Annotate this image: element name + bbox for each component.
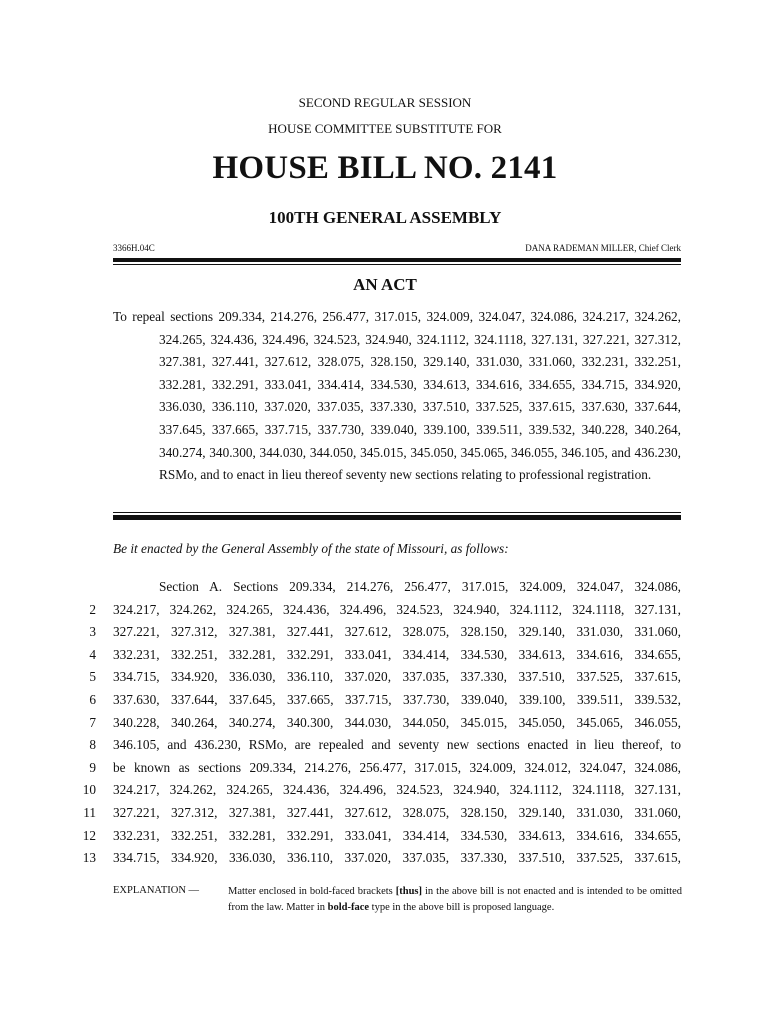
- bill-body: [0, 576, 770, 870]
- line-text-content: 337.630, 337.644, 337.645, 337.665, 337.715, 337.730, 339.040, 339.100, 339.511, 339.532,: [113, 691, 681, 707]
- act-title: AN ACT: [353, 275, 417, 294]
- bill-line: [0, 712, 770, 735]
- line-text-content: 334.715, 334.920, 336.030, 336.110, 337.020, 337.035, 337.330, 337.510, 337.525, 337.615,: [113, 850, 681, 866]
- bill-line: [0, 847, 770, 870]
- bill-line: [0, 779, 770, 802]
- line-number: 6: [89, 691, 96, 707]
- lr-number: 3366H.04C: [113, 243, 155, 253]
- explanation-part2: in the above bill is not enacted and is intended to be omitted from the law. Matter in: [228, 886, 682, 913]
- explanation-label: EXPLANATION —: [113, 885, 200, 896]
- line-text-content: 332.231, 332.251, 332.281, 332.291, 333.041, 334.414, 334.530, 334.613, 334.616, 334.655,: [113, 646, 681, 662]
- line-text-content: 332.231, 332.251, 332.281, 332.291, 333.041, 334.414, 334.530, 334.613, 334.616, 334.655,: [113, 827, 681, 843]
- bill-line: [0, 621, 770, 644]
- line-text-content: 324.217, 324.262, 324.265, 324.436, 324.496, 324.523, 324.940, 324.1112, 324.1118, 327.131,: [113, 601, 681, 617]
- line-text: [113, 847, 681, 870]
- assembly-heading: 100TH GENERAL ASSEMBLY: [268, 208, 502, 227]
- line-number: 8: [89, 737, 96, 753]
- line-number: 5: [89, 669, 96, 685]
- line-number: 3: [89, 624, 96, 640]
- line-text-content: 340.228, 340.264, 340.274, 340.300, 344.030, 344.050, 345.015, 345.050, 345.065, 346.055,: [113, 714, 681, 730]
- line-text: [113, 712, 681, 735]
- bill-line: [0, 644, 770, 667]
- explanation-part3: type in the above bill is proposed language.: [369, 902, 555, 913]
- line-number: 10: [82, 782, 96, 798]
- line-text: [113, 599, 681, 622]
- bill-line: [0, 666, 770, 689]
- line-number: 9: [89, 759, 96, 775]
- explanation-boldface: bold-face: [327, 902, 370, 913]
- bill-line: [0, 734, 770, 757]
- bill-line: [0, 825, 770, 848]
- line-text: [159, 576, 681, 599]
- bill-line: [0, 576, 770, 599]
- line-text-content: 346.105, and 436.230, RSMo, are repealed and seventy new sections enacted in lieu thereof, to: [113, 737, 681, 753]
- line-text: [113, 757, 681, 780]
- line-number: 12: [82, 827, 96, 843]
- line-text: [113, 825, 681, 848]
- enacting-clause: Be it enacted by the General Assembly of the state of Missouri, as follows:: [113, 541, 509, 556]
- line-text: [113, 734, 681, 757]
- line-number: 13: [82, 850, 96, 866]
- act-rule-thin: [113, 512, 681, 513]
- bill-line: [0, 599, 770, 622]
- act-text: To repeal sections 209.334, 214.276, 256.477, 317.015, 324.009, 324.047, 324.086, 324.217, 324.262, 324.265, 324.436, 324.496, 324.523, 324.940, 324.1112, 324.1118, 327.131, 327.221, 327.312, 327.381, 327.441, 327.612, 328.075, 328.150, 329.140, 331.030, 331.060, 332.231, 332.251, 332.281, 332.291, 333.041, 334.414, 334.530, 334.613, 334.616, 334.655, 334.715, 334.920, 336.030, 336.110, 337.020, 337.035, 337.330, 337.510, 337.525, 337.615, 337.630, 337.644, 337.645, 337.665, 337.715, 337.730, 339.040, 339.100, 339.511, 339.532, 340.228, 340.264, 340.274, 340.300, 344.030, 344.050, 345.015, 345.050, 345.065, 346.055, 346.105, and 436.230, RSMo, and to enact in lieu thereof seventy new sections relating to professional registration.: [113, 309, 681, 483]
- act-rule-thick: [113, 515, 681, 520]
- bill-title: HOUSE BILL NO. 2141: [212, 150, 558, 186]
- explanation-bracket: [thus]: [395, 886, 423, 897]
- line-text-content: 327.221, 327.312, 327.381, 327.441, 327.612, 328.075, 328.150, 329.140, 331.030, 331.060,: [113, 804, 681, 820]
- header-rule-thin: [113, 264, 681, 265]
- line-text-content: 334.715, 334.920, 336.030, 336.110, 337.020, 337.035, 337.330, 337.510, 337.525, 337.615,: [113, 669, 681, 685]
- line-number: 2: [89, 601, 96, 617]
- line-text: [113, 689, 681, 712]
- substitute-heading: HOUSE COMMITTEE SUBSTITUTE FOR: [268, 121, 502, 136]
- line-number: 7: [89, 714, 96, 730]
- chief-clerk: DANA RADEMAN MILLER, Chief Clerk: [525, 243, 681, 253]
- explanation-part1: Matter enclosed in bold-faced brackets: [228, 886, 396, 897]
- line-text: [113, 802, 681, 825]
- line-text: [113, 644, 681, 667]
- header-rule-thick: [113, 258, 681, 262]
- line-text-content: 324.217, 324.262, 324.265, 324.436, 324.496, 324.523, 324.940, 324.1112, 324.1118, 327.131,: [113, 782, 681, 798]
- bill-line: [0, 757, 770, 780]
- session-heading: SECOND REGULAR SESSION: [298, 95, 472, 110]
- line-text-content: 327.221, 327.312, 327.381, 327.441, 327.612, 328.075, 328.150, 329.140, 331.030, 331.060,: [113, 624, 681, 640]
- line-number: 11: [83, 804, 96, 820]
- line-text: [113, 779, 681, 802]
- bill-line: [0, 802, 770, 825]
- line-text-content: be known as sections 209.334, 214.276, 256.477, 317.015, 324.009, 324.012, 324.047, 324.086,: [113, 759, 681, 775]
- line-text: [113, 621, 681, 644]
- bill-line: [0, 689, 770, 712]
- explanation-text: [228, 884, 682, 916]
- line-text: [113, 666, 681, 689]
- line-text-content: Section A. Sections 209.334, 214.276, 256.477, 317.015, 324.009, 324.047, 324.086,: [159, 579, 681, 594]
- line-number: 4: [89, 646, 96, 662]
